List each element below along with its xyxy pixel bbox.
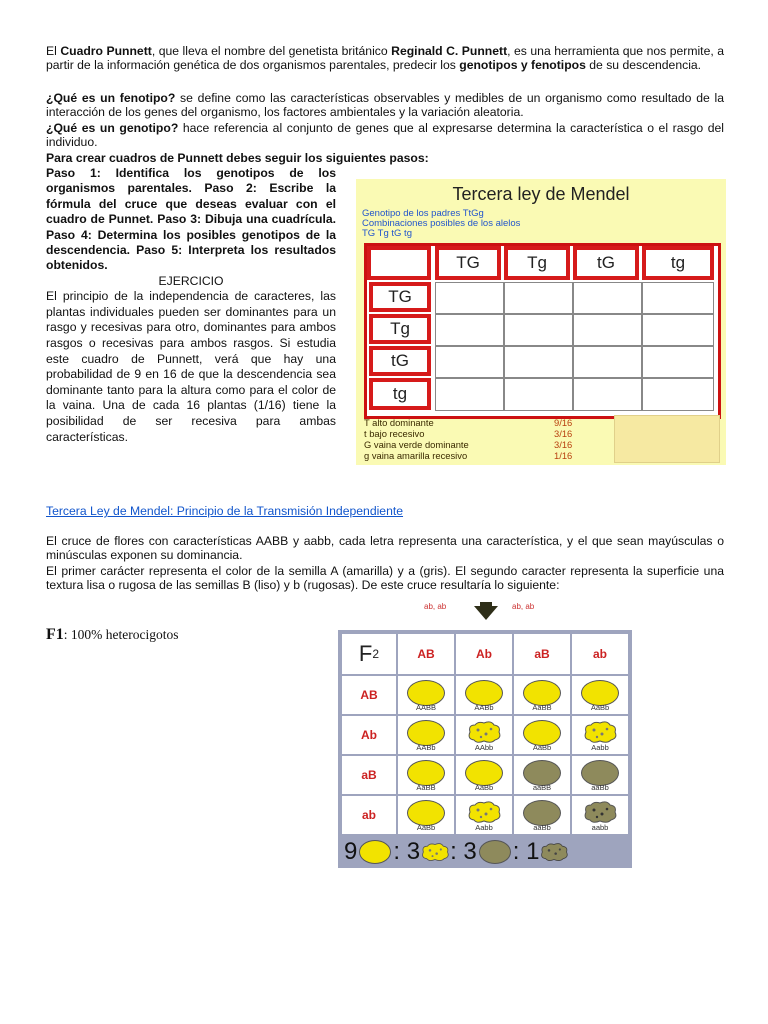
legend — [356, 417, 606, 461]
punnett-grid — [364, 243, 721, 419]
genotipo-paragraph — [46, 122, 724, 149]
fenotipo-paragraph — [46, 92, 724, 119]
genotype-label: AaBB — [532, 703, 552, 712]
f2-cell — [398, 716, 454, 754]
f2-column-header: ab — [572, 634, 628, 674]
f2-punnett-figure — [338, 630, 632, 868]
f1-text: : 100% heterocigotos — [63, 627, 179, 642]
green-smooth-seed-icon — [479, 840, 511, 864]
genotype-label: AaBb — [532, 743, 552, 752]
genotype-label: aaBB — [532, 783, 552, 792]
legend-fraction: 1/16 — [554, 450, 573, 461]
grid-cell — [642, 346, 714, 378]
legend-label: G vaina verde dominante — [364, 439, 469, 450]
f2-cell — [398, 676, 454, 714]
genotype-label: aaBb — [533, 823, 551, 832]
legend-row — [356, 428, 606, 439]
f2-cell — [398, 756, 454, 794]
ratio-separator: : — [393, 838, 401, 865]
genotipo-question: ¿Qué es un genotipo? — [46, 121, 179, 135]
genotype-label: AaBB — [416, 783, 436, 792]
cruce-paragraph-2: El primer carácter representa el color de la semilla A (amarilla) y a (gris). El segundo caracter representa la superficie una textura lisa o rugosa de las semillas B (liso) y b (rugosas). De este cruce resultaría lo siguiente: — [46, 564, 724, 592]
f2-corner — [342, 634, 396, 674]
f2-figure-top — [338, 604, 632, 630]
grid-cell — [504, 282, 573, 314]
ejercicio-text: El principio de la independencia de caracteres, las plantas individuales pueden ser dominantes para un rasgo y recesivas para otro, dominantes para ambos rasgos o recesivas para ambos rasgos. Si estudia este cuadro de Punnett, verá que hay una probabilidad de 9 en 16 de que la descendencia sea dominante tanto para la altura como para el color de la vaina. Una de cada 16 plantas (1/16) tiene la posibilidad de ser recesiva para ambas características. — [46, 289, 336, 444]
pasos-heading: Para crear cuadros de Punnett debes seguir los siguientes pasos: — [46, 151, 429, 165]
f2-row-header: aB — [342, 756, 396, 794]
ratio-number: 9 — [344, 838, 358, 865]
genotype-label: AABb — [474, 703, 494, 712]
genotype-label: aaBb — [591, 783, 609, 792]
f2-corner-letter: F — [358, 641, 373, 666]
legend-label: t bajo recesivo — [364, 428, 425, 439]
f2-row-header: Ab — [342, 716, 396, 754]
genotype-label: AABb — [416, 743, 436, 752]
down-arrow-icon — [474, 606, 498, 620]
yellow-wrinkled-seed-icon — [466, 800, 502, 824]
legend-row — [356, 439, 606, 450]
legend-box — [614, 415, 720, 463]
ratio-number: 3 — [406, 838, 421, 865]
allele-combinations: TG Tg tG tg — [362, 228, 412, 239]
cruce-paragraph-1: El cruce de flores con características AABB y aabb, cada letra representa una característica, y el que sean mayúsculas o minúsculas exponen su dominancia. — [46, 534, 724, 562]
grid-cell — [435, 378, 504, 411]
intro-text: de su descendencia. — [585, 57, 702, 72]
f2-cell — [398, 796, 454, 834]
legend-label: T alto dominante — [364, 417, 434, 428]
phenotype-ratio — [338, 838, 638, 866]
grid-corner — [367, 246, 431, 280]
grid-cell — [504, 314, 573, 346]
intro-text: El — [46, 44, 61, 58]
f2-corner-sub: 2 — [372, 647, 380, 661]
grid-cell — [573, 282, 642, 314]
allele-combinations-label: Combinaciones posibles de los alelos — [362, 218, 521, 229]
f2-cell — [514, 676, 570, 714]
genotype-label: AaBb — [416, 823, 436, 832]
grid-cell — [435, 314, 504, 346]
f2-cell — [456, 796, 512, 834]
tercera-ley-figure — [356, 179, 726, 465]
f2-cell — [514, 756, 570, 794]
row-header: TG — [369, 282, 431, 312]
steps-text: Paso 1: Identifica los genotipos de los organismos parentales. Paso 2: Escribe la fórmula del cruce que deseas evaluar con el cuadro de Punnet. Paso 3: Dibuja una cuadrícula. Paso 4: Determina los posibles genotipos de la descendencia. Paso 5: Interpreta los resultados obtenidos. — [46, 166, 336, 273]
column-header: tg — [642, 246, 714, 280]
f2-row-header: AB — [342, 676, 396, 714]
f2-cell — [456, 676, 512, 714]
legend-fraction: 9/16 — [554, 417, 573, 428]
figure-title: Tercera ley de Mendel — [452, 184, 630, 204]
genotype-label: Aabb — [475, 823, 493, 832]
genotype-label: AaBb — [590, 703, 610, 712]
f2-cell — [514, 716, 570, 754]
green-wrinkled-seed-icon — [582, 800, 618, 824]
legend-row — [356, 450, 606, 461]
column-header: TG — [435, 246, 501, 280]
ratio-number: 3 — [463, 838, 477, 865]
f1-label: F1 — [46, 626, 64, 643]
yellow-wrinkled-seed-icon — [466, 720, 502, 744]
column-header: Tg — [504, 246, 570, 280]
f2-cell — [572, 796, 628, 834]
intro-paragraph — [46, 45, 724, 72]
row-header: tG — [369, 346, 431, 376]
genotype-label: AAbb — [474, 743, 494, 752]
legend-fraction: 3/16 — [554, 439, 573, 450]
fenotipo-definition: se define como las características observables y medibles de un organismo como resultado de la interacción de los genes del organismo, los factores ambientales y la variación aleatoria. — [46, 91, 724, 119]
f2-row-header: ab — [342, 796, 396, 834]
tercera-ley-link[interactable]: Tercera Ley de Mendel: Principio de la Transmisión Independiente — [46, 504, 404, 518]
row-header: tg — [369, 378, 431, 410]
f1-line — [46, 626, 179, 644]
grid-cell — [504, 346, 573, 378]
ratio-number: 1 — [526, 838, 540, 865]
grid-cell — [642, 314, 714, 346]
intro-text: , es una herramienta que nos permite, a partir de la información genética de dos organismos parentales, predecir los — [46, 44, 724, 72]
f2-cell — [456, 716, 512, 754]
f2-column-header: AB — [398, 634, 454, 674]
genotype-label: AABB — [415, 703, 436, 712]
intro-bold-term: genotipos y fenotipos — [459, 57, 586, 72]
f2-cell — [572, 716, 628, 754]
top-gametes-right: ab, ab — [512, 602, 535, 611]
f2-cell — [572, 676, 628, 714]
ejercicio-title: EJERCICIO — [158, 273, 224, 288]
genotype-label: aabb — [591, 823, 609, 832]
fenotipo-question: ¿Qué es un fenotipo? — [46, 91, 176, 105]
f2-cell — [456, 756, 512, 794]
yellow-wrinkled-seed-icon — [420, 841, 450, 863]
legend-fraction: 3/16 — [554, 428, 573, 439]
grid-cell — [573, 378, 642, 411]
ratio-separator: : — [450, 838, 457, 865]
f2-column-header: aB — [514, 634, 570, 674]
green-wrinkled-seed-icon — [539, 841, 569, 863]
yellow-smooth-seed-icon — [359, 840, 391, 864]
f2-column-header: Ab — [456, 634, 512, 674]
yellow-wrinkled-seed-icon — [582, 720, 618, 744]
top-gametes-left: ab, ab — [424, 602, 447, 611]
genotype-label: AaBb — [474, 783, 494, 792]
legend-label: g vaina amarilla recesivo — [364, 450, 468, 461]
left-column — [46, 166, 336, 445]
genotipo-definition: hace referencia al conjunto de genes que al expresarse determina la característica o el rasgo del individuo. — [46, 121, 724, 149]
grid-cell — [435, 346, 504, 378]
grid-cell — [573, 346, 642, 378]
grid-cell — [642, 378, 714, 411]
row-header: Tg — [369, 314, 431, 344]
legend-row — [356, 417, 606, 428]
grid-cell — [642, 282, 714, 314]
grid-cell — [435, 282, 504, 314]
genotype-parents: Genotipo de los padres TtGg — [362, 208, 484, 219]
intro-text: , que lleva el nombre del genetista británico — [151, 44, 392, 58]
grid-cell — [504, 378, 573, 411]
intro-bold-name: Reginald C. Punnett — [391, 44, 508, 58]
ratio-separator: : — [512, 838, 520, 865]
grid-cell — [573, 314, 642, 346]
genotype-info — [362, 209, 520, 239]
genotype-label: Aabb — [591, 743, 609, 752]
column-header: tG — [573, 246, 639, 280]
f2-cell — [514, 796, 570, 834]
intro-bold-term: Cuadro Punnett — [60, 44, 152, 58]
f2-cell — [572, 756, 628, 794]
